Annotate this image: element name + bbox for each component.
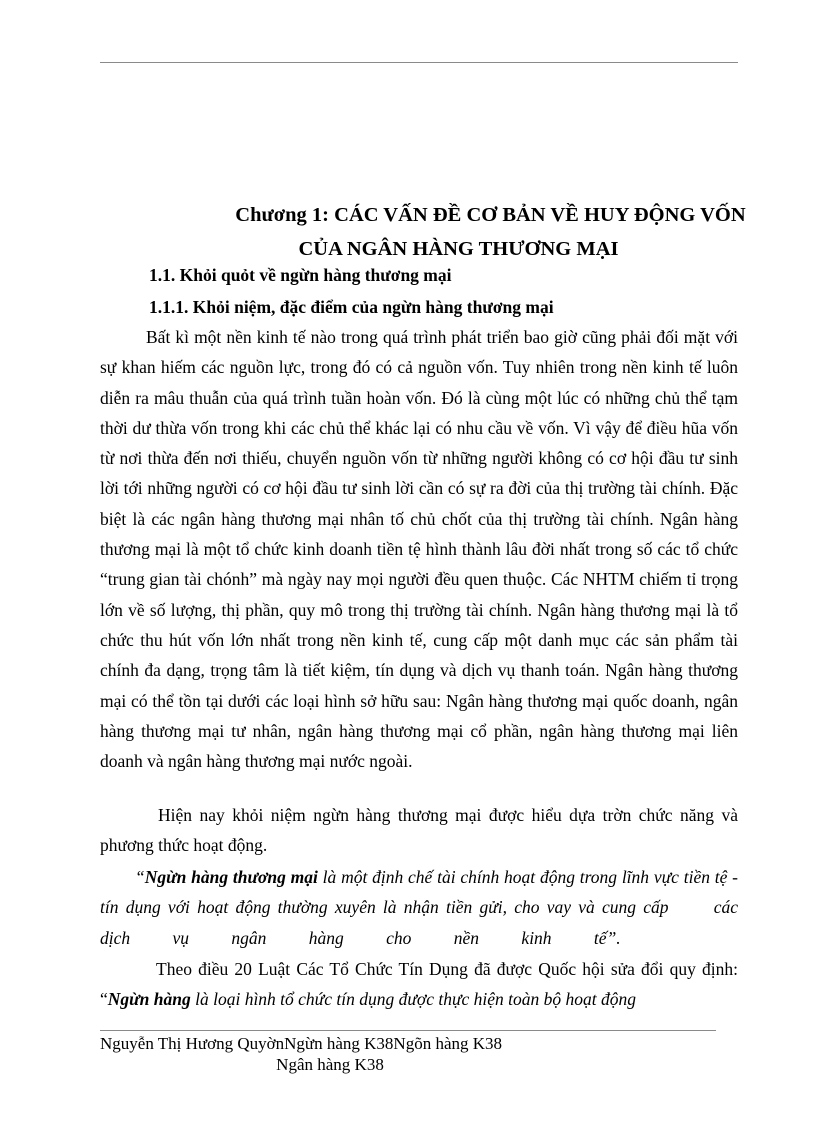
- paragraph-3-rest: là loại hình tổ chức tín dụng được thực hiện toàn bộ hoạt động: [190, 989, 637, 1010]
- footer-line-1: Nguyễn Thị Hương QuyờnNgừn hàng K38Ngõn hàng K38: [100, 1034, 503, 1053]
- quote-open-mark: “: [135, 867, 145, 887]
- header-rule: [100, 62, 738, 63]
- chapter-title: [100, 198, 816, 266]
- quote-last-line: cấp các dịch vụ ngân hàng cho nền kinh tế”.: [100, 897, 738, 948]
- body-paragraph-1: Bất kì một nền kinh tế nào trong quá trình phát triển bao giờ cũng phải đối mặt với sự khan hiếm các nguồn lực, trong đó có cả nguồn vốn. Tuy nhiên trong nền kinh tế luôn diễn ra mâu thuẫn của quá trình tuần hoàn vốn. Đó là cùng một lúc có những chủ thể tạm thời dư thừa vốn trong khi các chủ thể khác lại có nhu cầu về vốn. Vì vậy để điều hũa vốn từ nơi thừa đến nơi thiếu, chuyển nguồn vốn từ những người không có cơ hội đầu tư sinh lời tới những người có cơ hội đầu tư sinh lời cần có sự ra đời của thị trường tài chính. Đặc biệt là các ngân hàng thương mại nhân tố chủ chốt của thị trường tài chính. Ngân hàng thương mại là một tổ chức kinh doanh tiền tệ hình thành lâu đời nhất trong số các tổ chức “trung gian tài chónh” mà ngày nay mọi người đều quen thuộc. Các NHTM chiếm tỉ trọng lớn về số lượng, thị phần, quy mô trong thị trường tài chính. Ngân hàng thương mại là tổ chức thu hút vốn lớn nhất trong nền kinh tế, cung cấp một danh mục các sản phẩm tài chính đa dạng, trọng tâm là tiết kiệm, tín dụng và dịch vụ thanh toán. Ngân hàng thương mại có thể tồn tại dưới các loại hình sở hữu sau: Ngân hàng thương mại quốc doanh, ngân hàng thương mại tư nhân, ngân hàng thương mại cổ phần, ngân hàng thương mại liên doanh và ngân hàng thương mại nước ngoài.: [100, 327, 738, 772]
- section-heading-1-1: 1.1. Khỏi quỏt về ngừn hàng thương mại: [149, 265, 452, 285]
- footer-line-2: Ngân hàng K38: [276, 1055, 384, 1074]
- chapter-title-line-1: Chương 1: CÁC VẤN ĐỀ CƠ BẢN VỀ HUY ĐỘNG VỐN: [235, 204, 746, 226]
- body-paragraph-3: [100, 954, 738, 1015]
- section-heading-1-1-1: 1.1.1. Khỏi niệm, đặc điểm của ngừn hàng thương mại: [149, 297, 554, 317]
- chapter-title-line-2: CỦA NGÂN HÀNG THƯƠNG MẠI: [298, 238, 619, 260]
- body-paragraph-2: Hiện nay khỏi niệm ngừn hàng thương mại được hiểu dựa trờn chức năng và phương thức hoạt động.: [100, 805, 738, 856]
- paragraph-3-term: Ngừn hàng: [107, 989, 191, 1010]
- paragraph-3-lead: Theo điều 20 Luật Các Tổ Chức Tín Dụng đã được Quốc hội sửa đổi quy định: “: [100, 959, 738, 1010]
- page-footer: [100, 1033, 560, 1075]
- quote-term: Ngừn hàng thương mại: [144, 867, 318, 887]
- definition-quote: [100, 862, 738, 953]
- quote-body: là một định chế tài chính hoạt động trong lĩnh vực tiền tệ - tín dụng với hoạt động thường xuyên là nhận tiền gửi, cho vay và cung: [100, 867, 739, 918]
- footer-rule: [100, 1030, 716, 1031]
